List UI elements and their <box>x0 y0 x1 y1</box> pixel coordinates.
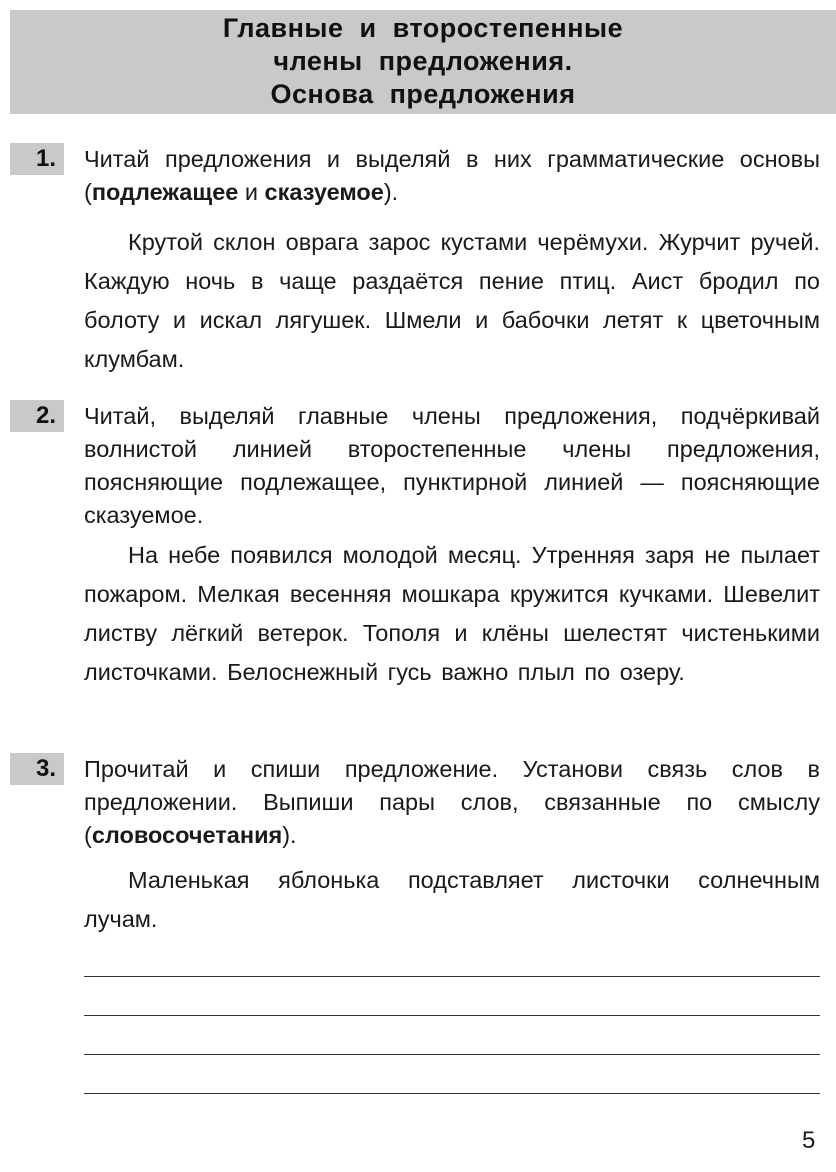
page-number: 5 <box>802 1127 816 1154</box>
answer-line[interactable] <box>84 1054 820 1055</box>
task-3-text: Маленькая яблонька подставляет листочки солнечным лучам. <box>84 867 820 932</box>
title-line-1: Главные и второстепенные <box>222 13 624 43</box>
answer-line[interactable] <box>84 1093 820 1094</box>
task-3-instruction: Прочитай и спиши предложение. Установи связь слов в предложении. Выпиши пары слов, связанные по смыслу (словосочетания). <box>84 756 820 848</box>
task-1-text: Крутой склон оврага зарос кустами черёмухи. Журчит ручей. Каждую ночь в чаще раздаётся пение птиц. Аист бродил по болоту и искал лягушек. Шмели и бабочки летят к цветочным клумбам. <box>84 229 820 372</box>
term-predicate: сказуемое <box>264 179 384 205</box>
term-word-combinations: словосочетания <box>91 822 283 848</box>
title-line-3: Основа предложения <box>270 79 576 109</box>
task-2-instruction: Читай, выделяй главные члены предложения, подчёркивай волнистой линией второстепенные члены предложения, поясняющие подлежащее, пунктирной линией — поясняющие сказуемое. <box>84 403 820 528</box>
term-subject: подлежащее <box>91 179 239 205</box>
task-2-number: 2. <box>36 402 57 429</box>
task-2-text: На небе появился молодой месяц. Утренняя заря не пылает пожаром. Мелкая весенняя мошкара кружится кучками. Шевелит листву лёгкий ветерок. Тополя и клёны шелестят чистенькими листочками. Белоснежный гусь важно плыл по озеру. <box>84 542 820 685</box>
task-1-instruction: Читай предложения и выделяй в них грамматические основы (подлежащее и сказуемое). <box>84 146 820 205</box>
answer-line[interactable] <box>84 976 820 977</box>
task-3-number: 3. <box>36 755 57 782</box>
task-1-number: 1. <box>36 145 57 172</box>
page-title <box>10 12 836 111</box>
answer-line[interactable] <box>84 1015 820 1016</box>
title-line-2: члены предложения. <box>273 46 573 76</box>
